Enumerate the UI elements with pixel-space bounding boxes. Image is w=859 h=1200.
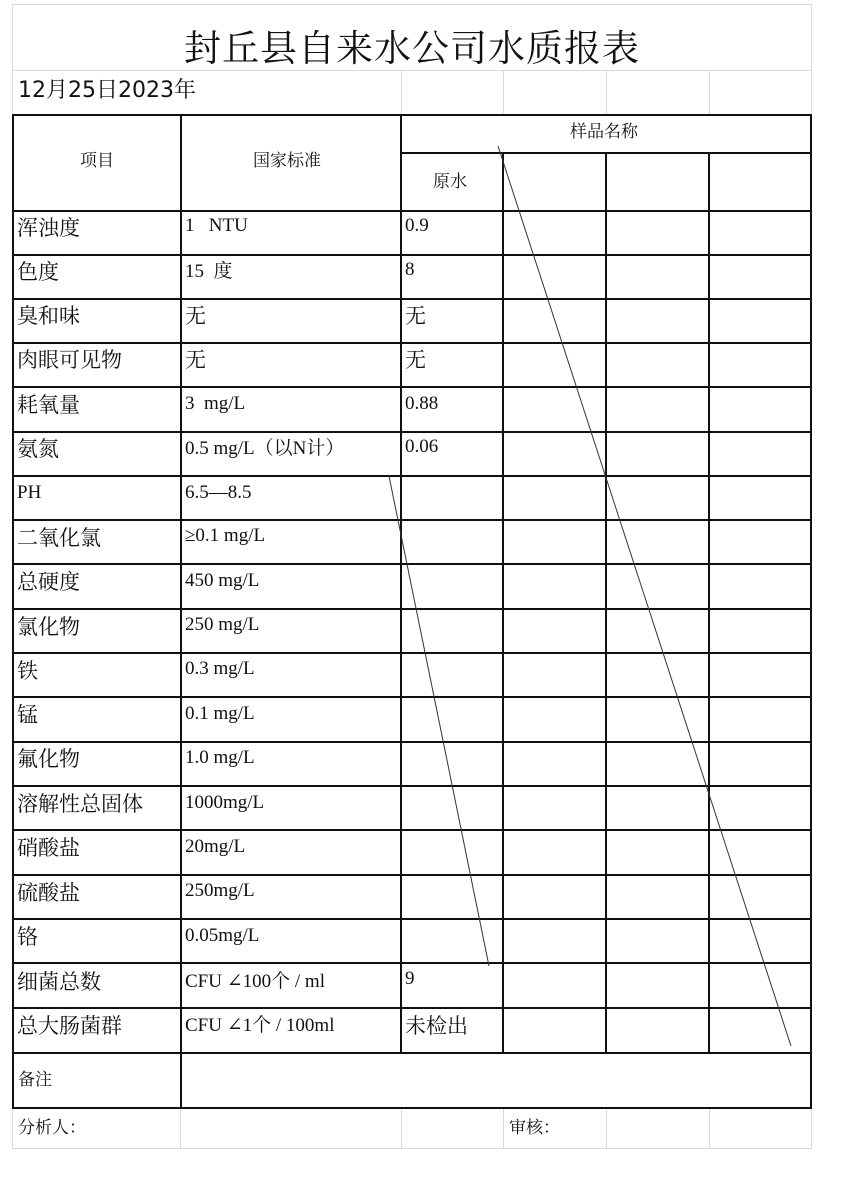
row-standard: 450 mg/L <box>185 570 260 591</box>
strike-line-right <box>498 146 791 1046</box>
row-standard: 250 mg/L <box>185 614 260 635</box>
remarks-label: 备注 <box>18 1070 52 1090</box>
row-result: 9 <box>405 968 415 989</box>
row-standard: 250mg/L <box>185 880 255 901</box>
row-result: 0.06 <box>405 436 439 457</box>
report-title: 封丘县自来水公司水质报表 <box>184 27 640 70</box>
row-item: 氟化物 <box>17 747 80 771</box>
row-result: 无 <box>405 304 426 328</box>
row-standard: ≥0.1 mg/L <box>185 525 266 546</box>
row-standard: 无 <box>185 304 206 328</box>
row-standard: CFU ∠100个 / ml <box>185 971 325 992</box>
report-date: 12月25日2023年 <box>18 78 196 103</box>
row-item: 色度 <box>17 260 59 284</box>
row-standard: 0.1 mg/L <box>185 703 255 724</box>
row-item: 耗氧量 <box>17 393 80 417</box>
row-standard: 0.5 mg/L（以N计） <box>185 438 345 459</box>
row-item: 铬 <box>17 925 38 949</box>
analyst-label: 分析人： <box>18 1118 86 1138</box>
row-item: 臭和味 <box>17 304 80 328</box>
row-standard: 15 度 <box>185 261 233 282</box>
row-item: 氯化物 <box>17 615 80 639</box>
row-item: 硝酸盐 <box>17 836 80 860</box>
row-standard: 1000mg/L <box>185 792 265 813</box>
row-result: 0.9 <box>405 215 429 236</box>
header-item: 项目 <box>80 151 114 171</box>
row-item: 锰 <box>17 703 38 727</box>
row-item: 总硬度 <box>17 570 80 594</box>
row-standard: 0.05mg/L <box>185 925 260 946</box>
row-item: 肉眼可见物 <box>17 348 122 372</box>
row-standard: 1.0 mg/L <box>185 747 255 768</box>
strike-line-left <box>389 476 489 966</box>
row-standard: 无 <box>185 348 206 372</box>
row-item: 浑浊度 <box>17 216 80 240</box>
row-item: PH <box>17 482 42 503</box>
header-raw-water: 原水 <box>433 172 467 192</box>
row-result: 8 <box>405 259 415 280</box>
row-standard: 6.5—8.5 <box>185 482 252 503</box>
row-result: 0.88 <box>405 393 439 414</box>
row-standard: 20mg/L <box>185 836 246 857</box>
row-standard: 0.3 mg/L <box>185 658 255 679</box>
row-item: 总大肠菌群 <box>17 1014 122 1038</box>
row-standard: 1 NTU <box>185 215 248 236</box>
row-item: 溶解性总固体 <box>17 792 143 816</box>
row-item: 氨氮 <box>17 437 59 461</box>
row-result: 无 <box>405 348 426 372</box>
row-standard: CFU ∠1个 / 100ml <box>185 1015 335 1036</box>
row-item: 硫酸盐 <box>17 881 80 905</box>
row-result: 未检出 <box>405 1014 468 1038</box>
reviewer-label: 审核： <box>509 1118 560 1138</box>
row-item: 铁 <box>17 659 38 683</box>
row-item: 细菌总数 <box>17 970 101 994</box>
header-sample-name: 样品名称 <box>570 122 638 142</box>
header-standard: 国家标准 <box>253 151 321 171</box>
row-standard: 3 mg/L <box>185 393 246 414</box>
row-item: 二氧化氯 <box>17 526 101 550</box>
